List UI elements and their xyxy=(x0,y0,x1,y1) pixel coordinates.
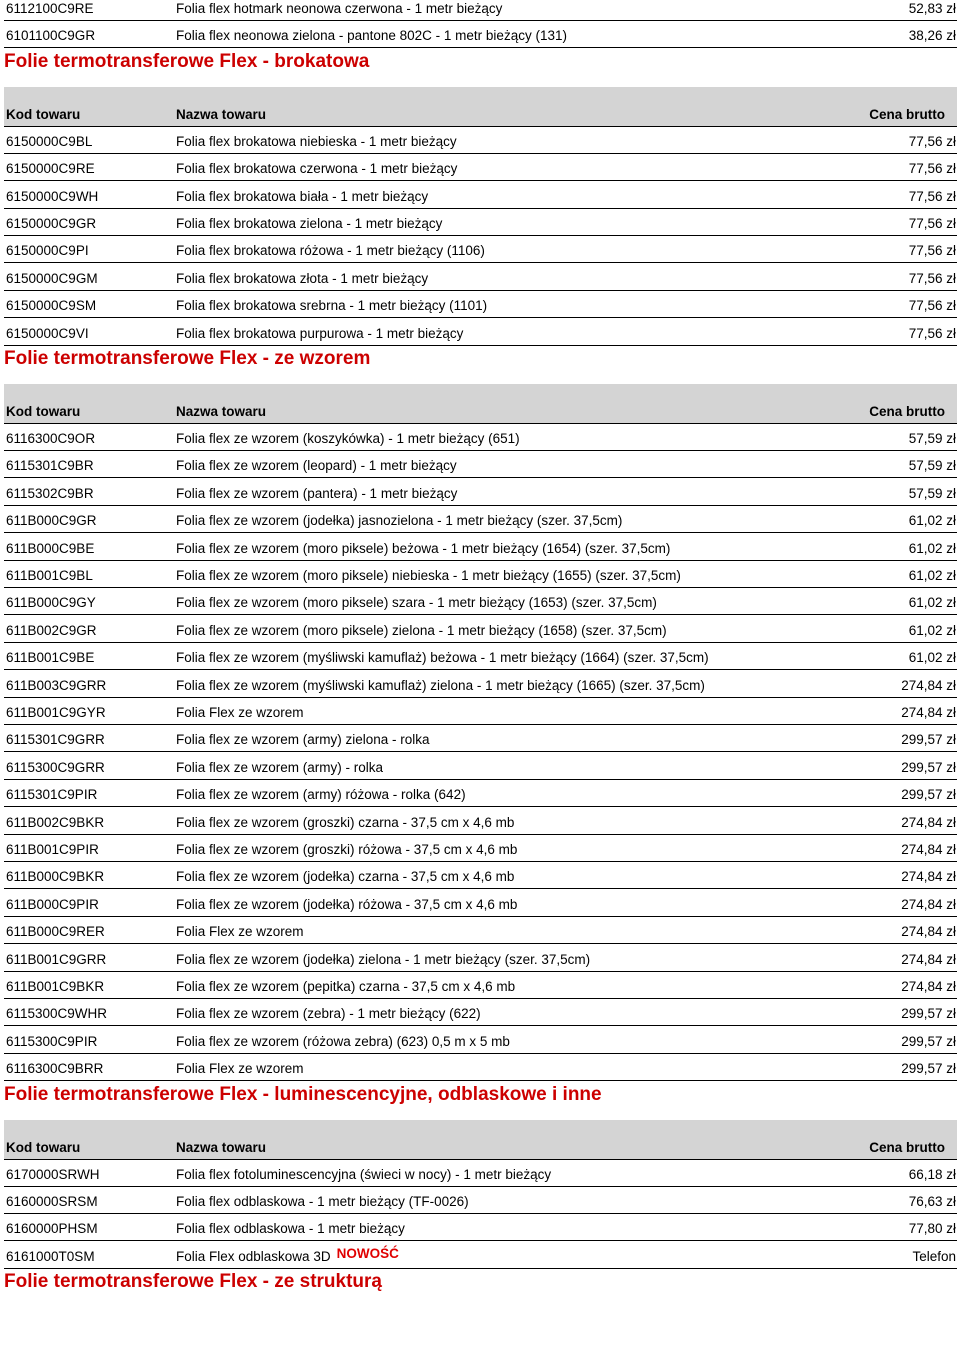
product-code: 6115302C9BR xyxy=(6,485,94,501)
header-price: Cena brutto xyxy=(869,1139,945,1155)
product-price: 274,84 zł xyxy=(901,705,956,720)
header-price: Cena brutto xyxy=(869,106,945,122)
product-price: 274,84 zł xyxy=(901,814,956,830)
table-row xyxy=(4,506,957,533)
product-price: 57,59 zł xyxy=(908,485,956,501)
header-code: Kod towaru xyxy=(6,1139,81,1155)
product-code: 6150000C9GR xyxy=(6,216,97,231)
table-row xyxy=(4,182,957,209)
table-row xyxy=(4,209,957,236)
product-code: 6115300C9PIR xyxy=(6,1033,98,1049)
product-code: 6161000T0SM xyxy=(6,1248,95,1264)
table-row xyxy=(4,479,957,506)
product-price: 52,83 zł xyxy=(908,1,956,16)
table-row xyxy=(4,424,957,451)
product-code: 6115301C9BR xyxy=(6,458,94,474)
product-price: 77,56 zł xyxy=(908,188,956,204)
header-code: Kod towaru xyxy=(6,106,81,122)
product-price: 57,59 zł xyxy=(908,458,956,474)
product-name: Folia flex brokatowa czerwona - 1 metr bieżący xyxy=(176,161,458,177)
product-price: 61,02 zł xyxy=(908,622,956,638)
product-code: 611B003C9GRR xyxy=(6,677,107,693)
product-name: Folia Flex ze wzorem xyxy=(176,705,304,720)
product-code: 6150000C9VI xyxy=(6,325,89,341)
product-name: Folia flex ze wzorem (moro piksele) szara - 1 metr bieżący (1653) (szer. 37,5cm) xyxy=(176,595,657,611)
table-row xyxy=(4,1027,957,1054)
product-code: 611B000C9BE xyxy=(6,540,95,556)
table-row xyxy=(4,127,957,154)
product-code: 611B000C9BKR xyxy=(6,869,105,885)
product-price: 66,18 zł xyxy=(908,1166,956,1182)
product-price: 274,84 zł xyxy=(901,924,956,940)
product-code: 611B000C9RER xyxy=(6,924,105,940)
header-name: Nazwa towaru xyxy=(176,404,267,419)
product-name: Folia flex ze wzorem (groszki) różowa - 37,5 cm x 4,6 mb xyxy=(176,842,518,857)
product-price: Telefon xyxy=(912,1248,956,1264)
product-code: 611B001C9GYR xyxy=(6,705,106,720)
table-row xyxy=(4,780,957,807)
table-row xyxy=(4,264,957,291)
product-name: Folia Flex ze wzorem xyxy=(176,1061,304,1077)
table-row xyxy=(4,1187,957,1214)
product-code: 6115300C9GRR xyxy=(6,759,105,775)
product-price: 274,84 zł xyxy=(901,896,956,912)
product-price: 274,84 zł xyxy=(901,842,956,857)
table-header xyxy=(4,384,957,424)
product-code: 611B000C9GR xyxy=(6,513,97,529)
product-price: 274,84 zł xyxy=(901,979,956,994)
product-price: 57,59 zł xyxy=(908,431,956,446)
product-code: 6170000SRWH xyxy=(6,1166,100,1182)
product-code: 6115301C9PIR xyxy=(6,787,98,803)
table-row xyxy=(4,917,957,944)
product-name: Folia flex odblaskowa - 1 metr bieżący (TF-0026) xyxy=(176,1194,469,1209)
section-title: Folie termotransferowe Flex - ze strukturą xyxy=(4,1271,382,1293)
product-name: Folia flex ze wzorem (koszykówka) - 1 metr bieżący (651) xyxy=(176,431,520,446)
header-code: Kod towaru xyxy=(6,404,81,419)
table-header xyxy=(4,1120,957,1160)
product-code: 6160000PHSM xyxy=(6,1221,98,1237)
product-price: 77,56 zł xyxy=(908,161,956,177)
product-code: 6115300C9WHR xyxy=(6,1006,108,1022)
product-name: Folia flex fotoluminescencyjna (świeci w nocy) - 1 metr bieżący xyxy=(176,1166,552,1182)
table-row xyxy=(4,945,957,972)
table-row xyxy=(4,534,957,561)
product-code: 611B002C9BKR xyxy=(6,814,105,830)
table-row xyxy=(4,808,957,835)
product-price: 274,84 zł xyxy=(901,677,956,693)
product-name: Folia flex ze wzorem (pantera) - 1 metr bieżący xyxy=(176,485,458,501)
new-badge: NOWOŚĆ xyxy=(336,1245,399,1261)
table-row xyxy=(4,0,957,21)
product-name: Folia flex ze wzorem (różowa zebra) (623) 0,5 m x 5 mb xyxy=(176,1033,510,1049)
product-code: 6115301C9GRR xyxy=(6,732,105,748)
product-name: Folia flex odblaskowa - 1 metr bieżący xyxy=(176,1221,405,1237)
product-code: 6112100C9RE xyxy=(6,1,94,16)
table-row xyxy=(4,319,957,346)
table-row xyxy=(4,1242,957,1269)
product-name: Folia flex ze wzorem (army) zielona - rolka xyxy=(176,732,430,748)
product-name: Folia flex brokatowa zielona - 1 metr bieżący xyxy=(176,216,443,231)
product-code: 611B001C9BE xyxy=(6,650,95,666)
product-name: Folia flex ze wzorem (jodełka) różowa - 37,5 cm x 4,6 mb xyxy=(176,896,518,912)
product-code: 611B001C9BL xyxy=(6,568,93,583)
product-code: 611B000C9GY xyxy=(6,595,96,611)
product-price: 274,84 zł xyxy=(901,869,956,885)
table-row xyxy=(4,561,957,588)
table-row xyxy=(4,451,957,478)
product-price: 61,02 zł xyxy=(908,568,956,583)
section-title: Folie termotransferowe Flex - brokatowa xyxy=(4,50,370,72)
product-code: 6150000C9SM xyxy=(6,298,97,314)
product-price: 61,02 zł xyxy=(908,540,956,556)
product-code: 611B001C9PIR xyxy=(6,842,99,857)
product-code: 611B001C9GRR xyxy=(6,951,107,967)
product-name: Folia flex neonowa zielona - pantone 802C - 1 metr bieżący (131) xyxy=(176,28,567,44)
section-title: Folie termotransferowe Flex - ze wzorem xyxy=(4,348,371,369)
table-header xyxy=(4,87,957,127)
product-code: 6150000C9RE xyxy=(6,161,95,177)
product-name: Folia flex ze wzorem (groszki) czarna - 37,5 cm x 4,6 mb xyxy=(176,814,515,830)
table-row xyxy=(4,862,957,889)
product-name: Folia flex brokatowa biała - 1 metr bieżący xyxy=(176,188,429,204)
table-row xyxy=(4,1054,957,1081)
table-row xyxy=(4,753,957,780)
product-price: 299,57 zł xyxy=(901,1061,956,1077)
table-row xyxy=(4,616,957,643)
table-row xyxy=(4,643,957,670)
product-name: Folia Flex ze wzorem xyxy=(176,924,304,940)
table-row xyxy=(4,236,957,263)
product-name: Folia Flex odblaskowa 3D NOWOŚĆ xyxy=(176,1245,399,1264)
header-name: Nazwa towaru xyxy=(176,106,267,122)
table-row xyxy=(4,725,957,752)
product-price: 61,02 zł xyxy=(908,595,956,611)
product-name: Folia flex ze wzorem (myśliwski kamuflaż) beżowa - 1 metr bieżący (1664) (szer. 37,5cm) xyxy=(176,650,709,666)
table-row xyxy=(4,835,957,862)
product-code: 6150000C9WH xyxy=(6,188,99,204)
product-price: 274,84 zł xyxy=(901,951,956,967)
table-row xyxy=(4,21,957,48)
table-row xyxy=(4,698,957,725)
product-code: 611B000C9PIR xyxy=(6,896,99,912)
product-name: Folia flex ze wzorem (myśliwski kamuflaż) zielona - 1 metr bieżący (1665) (szer. 37,5cm) xyxy=(176,677,705,693)
product-name: Folia flex ze wzorem (jodełka) czarna - 37,5 cm x 4,6 mb xyxy=(176,869,515,885)
product-name: Folia flex ze wzorem (leopard) - 1 metr bieżący xyxy=(176,458,457,474)
product-price: 77,56 zł xyxy=(908,325,956,341)
table-row xyxy=(4,291,957,318)
product-name: Folia flex brokatowa purpurowa - 1 metr bieżący xyxy=(176,325,464,341)
product-code: 6116300C9BRR xyxy=(6,1061,104,1077)
product-name: Folia flex ze wzorem (moro piksele) zielona - 1 metr bieżący (1658) (szer. 37,5cm) xyxy=(176,622,667,638)
product-name: Folia flex ze wzorem (moro piksele) niebieska - 1 metr bieżący (1655) (szer. 37,5cm) xyxy=(176,568,681,583)
table-row xyxy=(4,671,957,698)
table-row xyxy=(4,588,957,615)
product-price: 61,02 zł xyxy=(908,513,956,529)
product-price: 299,57 zł xyxy=(901,1033,956,1049)
product-name: Folia flex ze wzorem (army) - rolka xyxy=(176,759,384,775)
product-price: 76,63 zł xyxy=(908,1194,956,1209)
product-price: 38,26 zł xyxy=(908,28,956,44)
product-code: 6150000C9GM xyxy=(6,270,98,286)
product-code: 611B002C9GR xyxy=(6,622,97,638)
product-name: Folia flex ze wzorem (army) różowa - rolka (642) xyxy=(176,787,466,803)
product-price: 299,57 zł xyxy=(901,1006,956,1022)
product-price: 77,56 zł xyxy=(908,243,956,259)
product-name: Folia flex ze wzorem (jodełka) jasnozielona - 1 metr bieżący (szer. 37,5cm) xyxy=(176,513,623,529)
product-code: 6101100C9GR xyxy=(6,28,96,44)
product-code: 6150000C9PI xyxy=(6,243,89,259)
product-price: 77,80 zł xyxy=(908,1221,956,1237)
header-price: Cena brutto xyxy=(869,404,945,419)
section-title: Folie termotransferowe Flex - luminescencyjne, odblaskowe i inne xyxy=(4,1083,602,1105)
product-name: Folia flex ze wzorem (moro piksele) beżowa - 1 metr bieżący (1654) (szer. 37,5cm) xyxy=(176,540,671,556)
product-price: 299,57 zł xyxy=(901,787,956,803)
product-code: 6150000C9BL xyxy=(6,133,93,149)
table-row xyxy=(4,999,957,1026)
product-name: Folia flex hotmark neonowa czerwona - 1 metr bieżący xyxy=(176,1,503,16)
product-price: 77,56 zł xyxy=(908,298,956,314)
product-name: Folia flex brokatowa srebrna - 1 metr bieżący (1101) xyxy=(176,298,488,314)
product-name: Folia flex brokatowa niebieska - 1 metr bieżący xyxy=(176,133,457,149)
product-price: 77,56 zł xyxy=(908,270,956,286)
product-price: 299,57 zł xyxy=(901,759,956,775)
table-row xyxy=(4,1160,957,1187)
product-name: Folia flex ze wzorem (jodełka) zielona - 1 metr bieżący (szer. 37,5cm) xyxy=(176,951,591,967)
product-price: 77,56 zł xyxy=(908,133,956,149)
product-price: 299,57 zł xyxy=(901,732,956,748)
table-row xyxy=(4,890,957,917)
table-row xyxy=(4,972,957,999)
table-row xyxy=(4,1214,957,1241)
product-name: Folia flex brokatowa złota - 1 metr bieżący xyxy=(176,270,429,286)
product-code: 6160000SRSM xyxy=(6,1194,98,1209)
product-name: Folia flex ze wzorem (zebra) - 1 metr bieżący (622) xyxy=(176,1006,481,1022)
product-name: Folia flex ze wzorem (pepitka) czarna - 37,5 cm x 4,6 mb xyxy=(176,979,516,994)
table-row xyxy=(4,154,957,181)
product-price: 61,02 zł xyxy=(908,650,956,666)
product-name: Folia flex brokatowa różowa - 1 metr bieżący (1106) xyxy=(176,243,485,259)
product-code: 6116300C9OR xyxy=(6,431,96,446)
product-price: 77,56 zł xyxy=(908,216,956,231)
product-code: 611B001C9BKR xyxy=(6,979,105,994)
header-name: Nazwa towaru xyxy=(176,1139,267,1155)
